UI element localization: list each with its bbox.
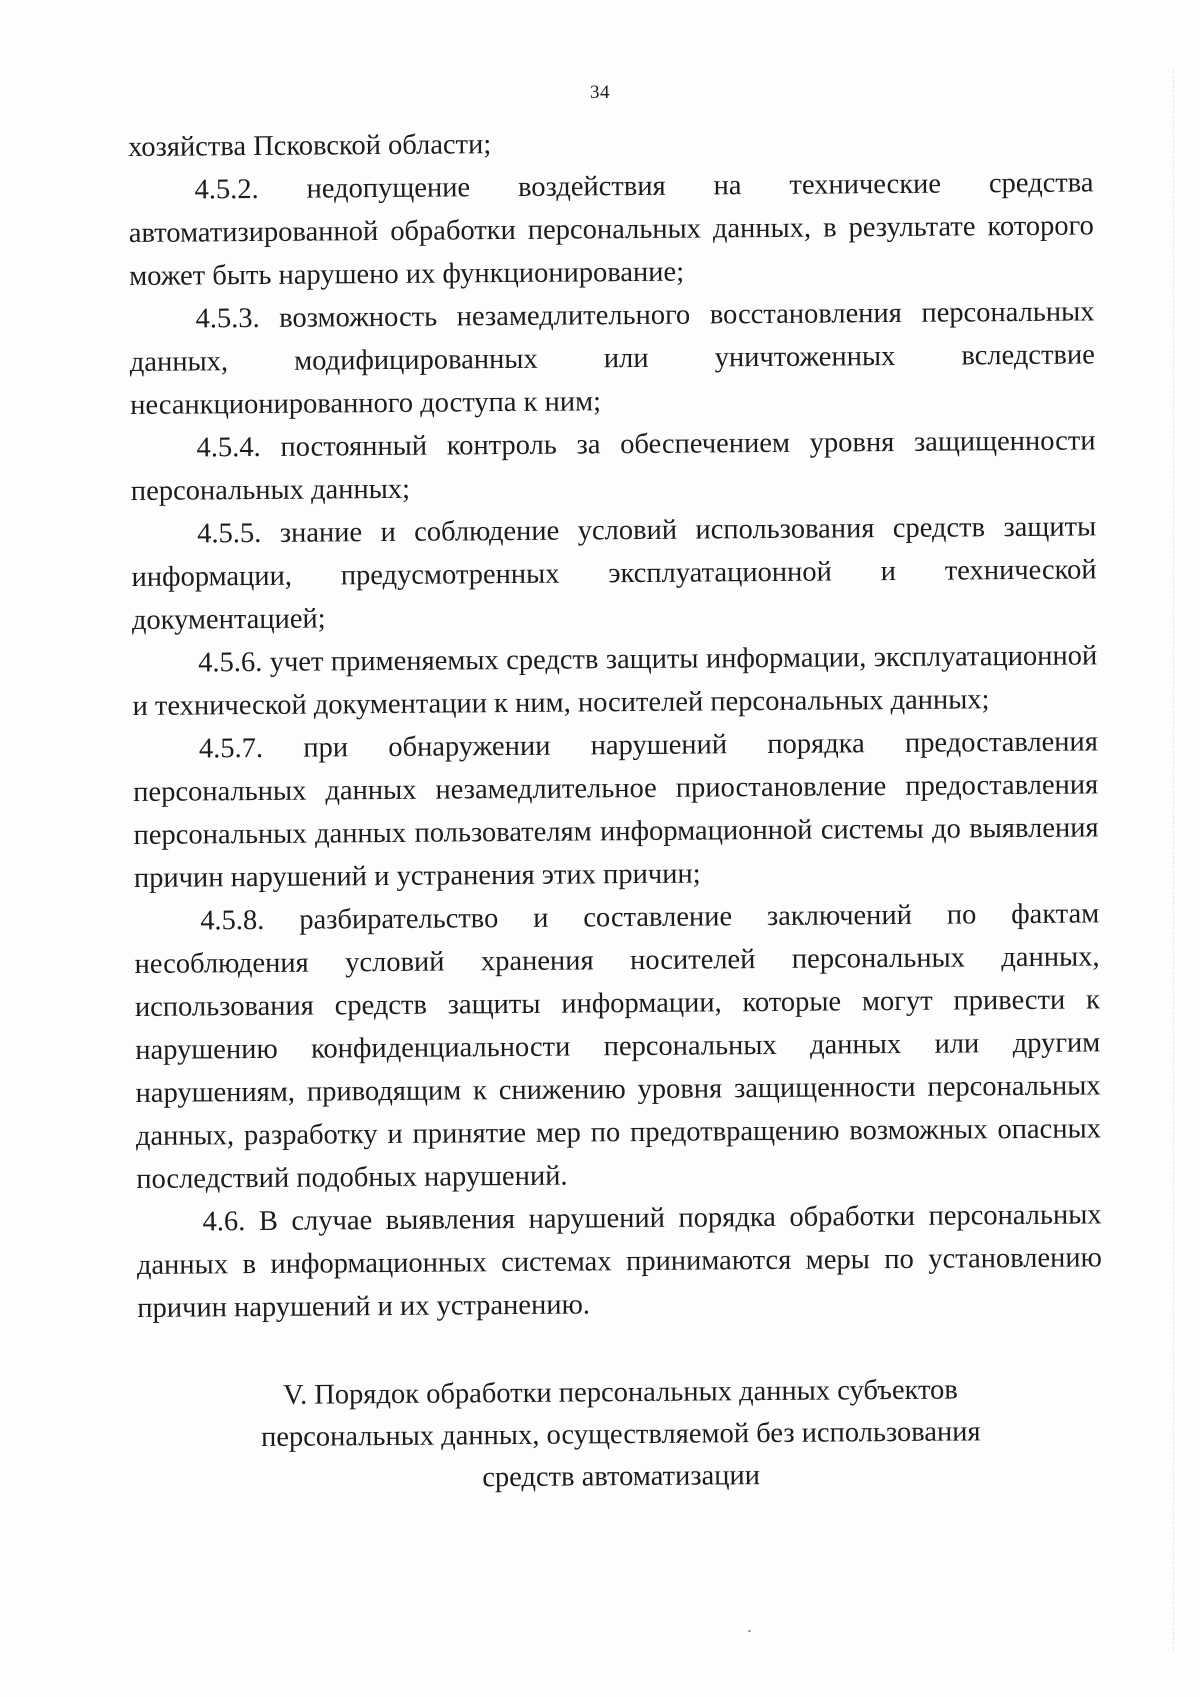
section-heading-line-3: средств автоматизации bbox=[482, 1460, 761, 1494]
section-heading-line-2: персональных данных, осуществляемой без использования bbox=[260, 1416, 981, 1453]
paragraph-4-5-8: 4.5.8. разбирательство и составление заключений по фактам несоблюдения условий хранения носителей персональных данных, использования средств защиты информации, которые могут привести к нарушению конфиденциальности персональных данных или другим нарушениям, приводящим к снижению уровня защищенности персональных данных, разработку и принятие мер по предотвращению возможных опасных последствий подобных нарушений. bbox=[134, 898, 1102, 1195]
paragraph-4-5-3: 4.5.3. возможность незамедлительного восстановления персональных данных, модифицированных или уничтоженных вследствие несанкционированного доступа к ним; bbox=[129, 296, 1095, 421]
paragraph-4-5-5: 4.5.5. знание и соблюдение условий использования средств защиты информации, предусмотренных эксплуатационной и технической документацией; bbox=[131, 511, 1097, 636]
page-number: 34 bbox=[590, 82, 610, 103]
scan-speck bbox=[748, 1630, 751, 1632]
paragraph-4-5-2: 4.5.2. недопущение воздействия на технические средства автоматизированной обработки персональных данных, в результате которого может быть нарушено их функционирование; bbox=[128, 167, 1094, 292]
paragraph-4-5-4: 4.5.4. постоянный контроль за обеспечением уровня защищенности персональных данных; bbox=[130, 425, 1096, 507]
section-heading-line-1: V. Порядок обработки персональных данных субъектов bbox=[282, 1374, 958, 1411]
scan-edge-mark bbox=[1172, 70, 1174, 1650]
paragraph-4-5-7: 4.5.7. при обнаружении нарушений порядка предоставления персональных данных незамедлительное приостановление предоставления персональных данных пользователям информационной системы до выявления причин нарушений и устранения этих причин; bbox=[133, 726, 1099, 894]
section-heading bbox=[138, 1368, 1104, 1502]
paragraph-4-6: 4.6. В случае выявления нарушений порядка обработки персональных данных в информационных системах принимаются меры по установлению причин нарушений и их устранению. bbox=[136, 1199, 1103, 1324]
paragraph-4-5-6: 4.5.6. учет применяемых средств защиты информации, эксплуатационной и технической документации к ним, носителей персональных данных; bbox=[132, 640, 1098, 722]
document-body bbox=[128, 118, 1104, 1502]
paragraph-continuation: хозяйства Псковской области; bbox=[128, 129, 492, 163]
